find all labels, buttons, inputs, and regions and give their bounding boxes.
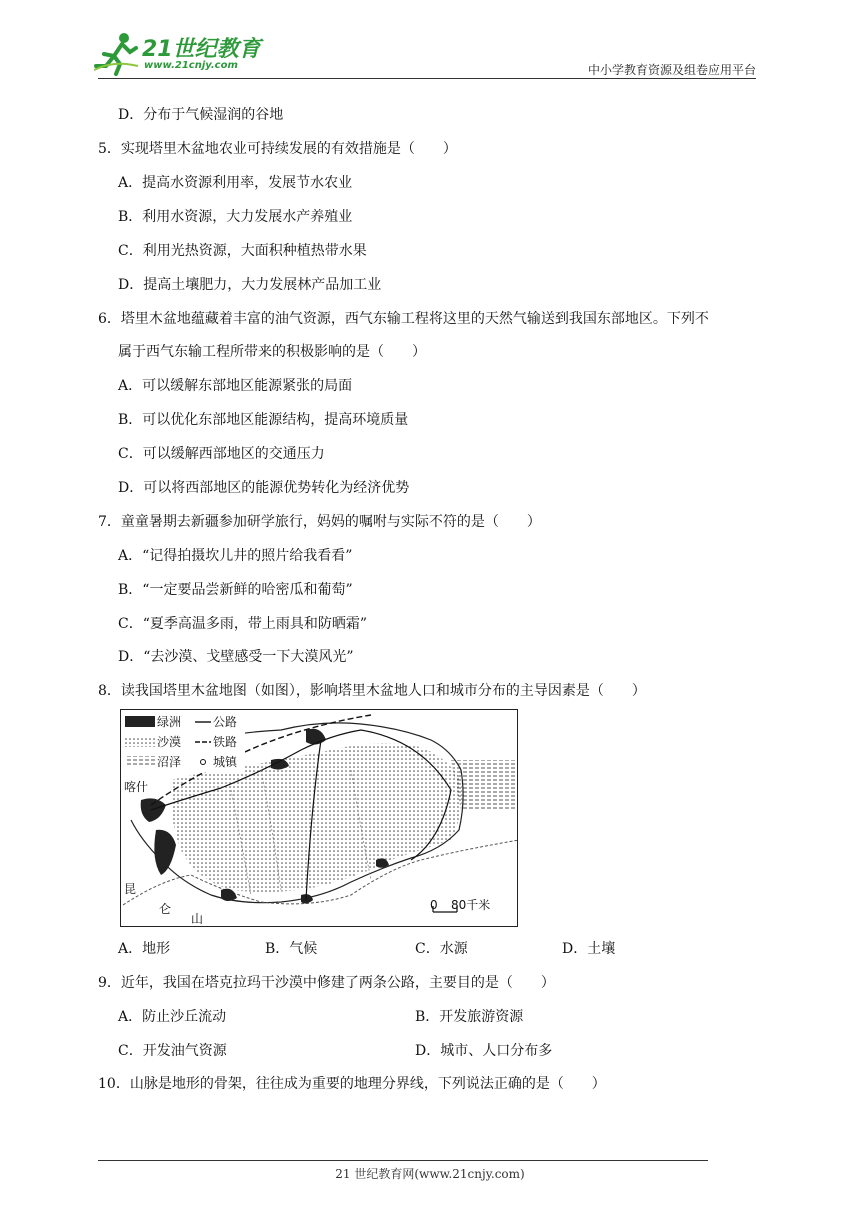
platform-title: 中小学教育资源及组卷应用平台 [587,63,756,77]
logo-title: 21世纪教育 [142,37,261,62]
q9-option-a: A．防止沙丘流动 [118,1009,227,1025]
legend-road: 公路 [213,715,238,729]
question-8: 8．读我国塔里木盆地图（如图），影响塔里木盆地人口和城市分布的主导因素是（ ） [98,683,646,699]
question-5: 5．实现塔里木盆地农业可持续发展的有效措施是（ ） [98,141,457,157]
option-line: C．可以缓解西部地区的交通压力 [118,446,325,462]
q8-option-a: A．地形 [118,941,171,957]
q9-option-d: D．城市、人口分布多 [415,1043,553,1059]
option-line: B．利用水资源，大力发展水产养殖业 [118,209,353,225]
question-6: 6．塔里木盆地蕴藏着丰富的油气资源，西气东输工程将这里的天然气输送到我国东部地区。下列不 [98,311,709,327]
tarim-basin-map [120,709,518,927]
option-line: D．提高土壤肥力，大力发展林产品加工业 [118,277,382,293]
q8-option-d: D．土壤 [562,941,616,957]
option-line: B．可以优化东部地区能源结构，提高环境质量 [118,412,409,428]
question-9: 9．近年，我国在塔克拉玛干沙漠中修建了两条公路，主要目的是（ ） [98,975,555,991]
legend-town: 城镇 [213,755,238,769]
question-6-cont: 属于西气东输工程所带来的积极影响的是（ ） [118,344,426,360]
option-line: A．“记得拍摄坎儿井的照片给我看看” [118,548,353,564]
legend-railway: 铁路 [213,735,238,749]
q8-option-b: B．气候 [265,941,318,957]
page-header [0,0,860,80]
label-lun: 仑 [159,902,172,916]
option-line: D．可以将西部地区的能源优势转化为经济优势 [118,480,410,496]
label-kashi: 喀什 [124,780,149,794]
site-logo[interactable] [94,30,264,78]
q9-option-c: C．开发油气资源 [118,1043,227,1059]
option-line: C．“夏季高温多雨，带上雨具和防晒霜” [118,616,368,632]
question-10: 10．山脉是地形的骨架，往往成为重要的地理分界线，下列说法正确的是（ ） [98,1076,606,1092]
scale-label: 80千米 [451,898,491,912]
legend-desert: 沙漠 [157,735,182,749]
question-line: D．分布于气候湿润的谷地 [118,107,284,123]
question-7: 7．童童暑期去新疆参加研学旅行，妈妈的嘱咐与实际不符的是（ ） [98,514,541,530]
q8-option-c: C．水源 [415,941,468,957]
footer-divider [98,1160,708,1161]
label-kun: 昆 [124,882,137,896]
legend-marsh: 沼泽 [157,755,182,769]
logo-url: www.21cnjy.com [144,60,238,71]
option-line: A．可以缓解东部地区能源紧张的局面 [118,378,353,394]
option-line: A．提高水资源利用率，发展节水农业 [118,175,353,191]
scale-zero: 0 [430,898,438,912]
q9-option-b: B．开发旅游资源 [415,1009,524,1025]
legend-oasis: 绿洲 [157,715,182,729]
option-line: D．“去沙漠、戈壁感受一下大漠风光” [118,649,354,665]
option-line: C．利用光热资源，大面积种植热带水果 [118,243,367,259]
marsh-area [451,760,518,810]
map-graphic [121,710,518,927]
runner-logo-icon [94,30,140,76]
header-divider [98,78,756,79]
option-line: B．“一定要品尝新鲜的哈密瓜和葡萄” [118,582,353,598]
label-shan: 山 [191,912,204,926]
page-footer: 21 世纪教育网(www.21cnjy.com) [335,1167,525,1181]
